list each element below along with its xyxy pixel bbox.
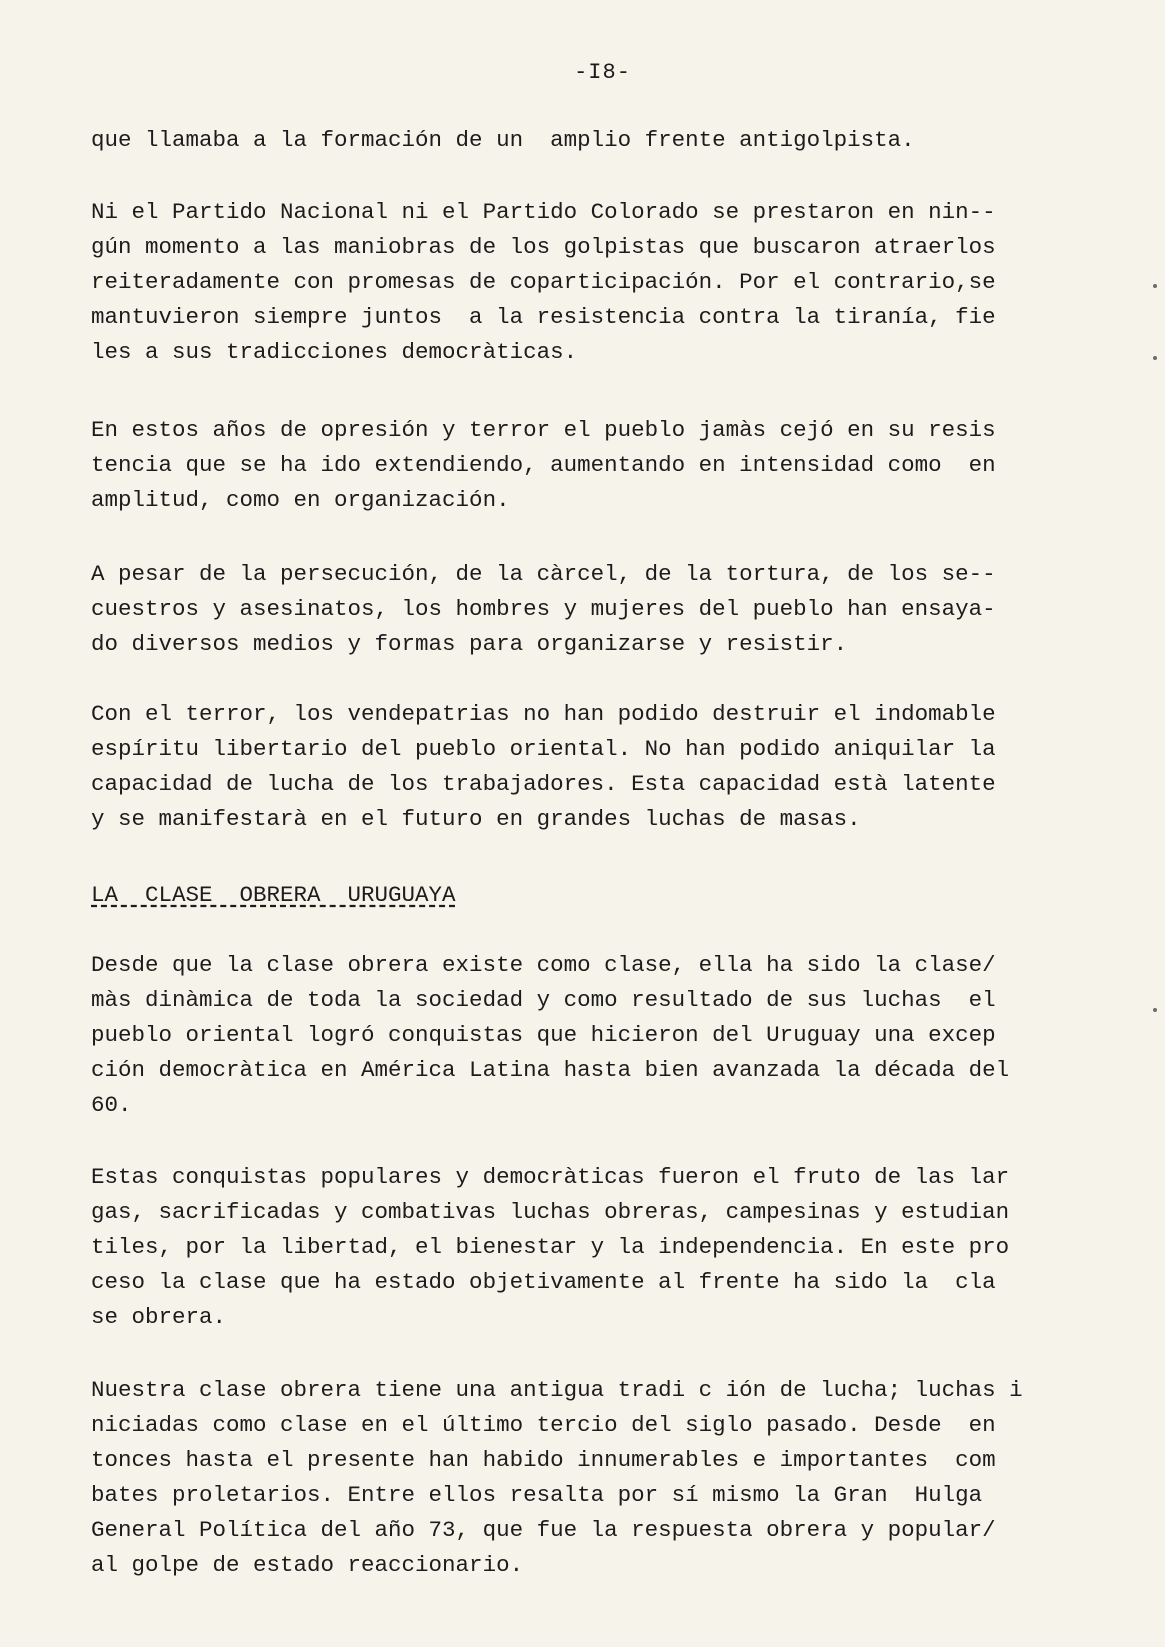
text-line: Estas conquistas populares y democràticas fueron el fruto de las lar [91,1164,1010,1190]
text-line: niciadas como clase en el último tercio del siglo pasado. Desde en [91,1412,996,1438]
paragraph-working-class [91,948,1091,1123]
text-line: bates proletarios. Entre ellos resalta por sí mismo la Gran Hulga [91,1482,983,1508]
text-line: 60. [91,1092,132,1118]
section-heading: LA CLASE OBRERA URUGUAYA [91,882,456,908]
page-number: -I8- [574,60,631,85]
text-line: Con el terror, los vendepatrias no han podido destruir el indomable [91,701,996,727]
text-line: General Política del año 73, que fue la respuesta obrera y popular/ [91,1517,996,1543]
text-line: En estos años de opresión y terror el pueblo jamàs cejó en su resis [91,417,996,443]
text-line: gún momento a las maniobras de los golpistas que buscaron atraerlos [91,234,996,260]
text-line: amplitud, como en organización. [91,487,510,513]
text-line: tonces hasta el presente han habido innumerables e importantes com [91,1447,996,1473]
text-line: A pesar de la persecución, de la càrcel, de la tortura, de los se-- [91,561,996,587]
paragraph-intro [91,123,1091,158]
text-line: y se manifestarà en el futuro en grandes luchas de masas. [91,806,861,832]
text-line: que llamaba a la formación de un amplio frente antigolpista. [91,127,915,153]
text-line: cuestros y asesinatos, los hombres y mujeres del pueblo han ensaya- [91,596,996,622]
paragraph-terror [91,697,1091,837]
text-line: tiles, por la libertad, el bienestar y la independencia. En este pro [91,1234,1010,1260]
paragraph-persecution [91,557,1091,662]
text-line: màs dinàmica de toda la sociedad y como resultado de sus luchas el [91,987,996,1013]
paragraph-tradition [91,1373,1091,1583]
margin-dot [1153,284,1157,288]
text-line: al golpe de estado reaccionario. [91,1552,524,1578]
paragraph-conquests [91,1160,1091,1335]
text-line: espíritu libertario del pueblo oriental. No han podido aniquilar la [91,736,996,762]
text-line: tencia que se ha ido extendiendo, aumentando en intensidad como en [91,452,996,478]
text-line: ceso la clase que ha estado objetivamente al frente ha sido la cla [91,1269,996,1295]
margin-dot [1153,1008,1157,1012]
text-line: se obrera. [91,1304,227,1330]
text-line: pueblo oriental logró conquistas que hicieron del Uruguay una excep [91,1022,996,1048]
margin-dot [1153,356,1157,360]
text-line: ción democràtica en América Latina hasta bien avanzada la década del [91,1057,1010,1083]
text-line: reiteradamente con promesas de coparticipación. Por el contrario,se [91,269,996,295]
paragraph-parties [91,195,1091,370]
text-line: Nuestra clase obrera tiene una antigua tradi c ión de lucha; luchas i [91,1377,1023,1403]
text-line: capacidad de lucha de los trabajadores. Esta capacidad està latente [91,771,996,797]
text-line: les a sus tradicciones democràticas. [91,339,578,365]
paragraph-resistance [91,413,1091,518]
text-line: mantuvieron siempre juntos a la resistencia contra la tiranía, fie [91,304,996,330]
text-line: do diversos medios y formas para organizarse y resistir. [91,631,848,657]
text-line: Ni el Partido Nacional ni el Partido Colorado se prestaron en nin-- [91,199,996,225]
text-line: gas, sacrificadas y combativas luchas obreras, campesinas y estudian [91,1199,1010,1225]
text-line: Desde que la clase obrera existe como clase, ella ha sido la clase/ [91,952,996,978]
